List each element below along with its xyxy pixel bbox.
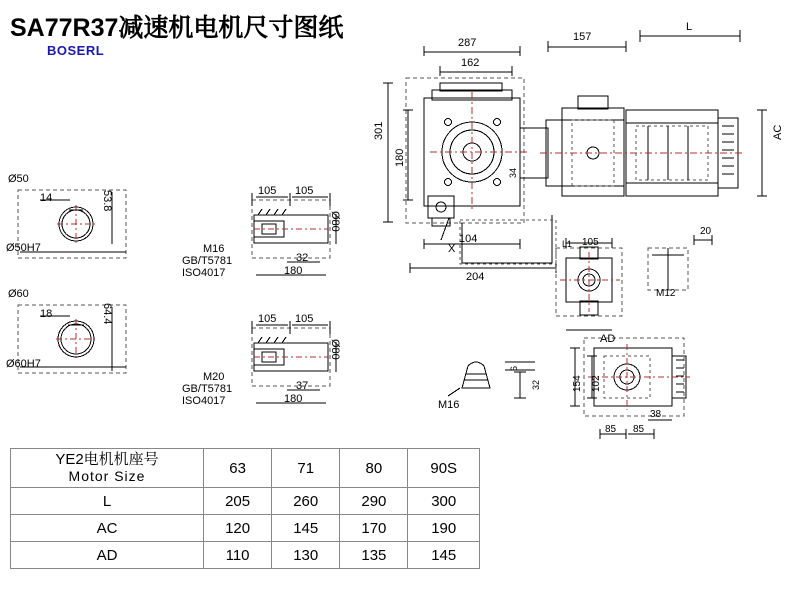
label-flange-top-len: 180 <box>284 265 303 277</box>
label-flange-top-dia: Ø80 <box>329 211 341 232</box>
table-cell-AC-3: 190 <box>408 515 480 542</box>
table-header-size-3: 90S <box>408 449 480 488</box>
label-dim-AC: AC <box>772 124 784 140</box>
table-header-label-cn: YE2电机机座号 <box>55 451 159 468</box>
label-flange-top-bolt: M16 <box>203 243 225 255</box>
motor-size-table <box>10 448 480 569</box>
label-base-f2: 85 <box>633 424 645 435</box>
label-dim-157: 157 <box>573 31 592 43</box>
table-cell-L-1: 260 <box>272 488 340 515</box>
label-shaft-bottom-height: 64.4 <box>101 303 113 325</box>
table-header-row <box>11 449 480 488</box>
label-base-w3: 38 <box>650 409 662 420</box>
label-base-w2: 102 <box>591 375 602 392</box>
label-flange-bottom-sub: 37 <box>296 380 309 392</box>
label-dim-104: 104 <box>459 233 478 245</box>
table-cell-AD-1: 130 <box>272 542 340 569</box>
label-shaft-top-height: 53.8 <box>101 190 113 212</box>
label-dim-180: 180 <box>394 148 406 167</box>
table-header-label-en: Motor Size <box>68 468 146 484</box>
table-header-label <box>11 449 204 488</box>
label-dim-162: 162 <box>461 57 480 69</box>
table-cell-L-2: 290 <box>340 488 408 515</box>
label-base-f1: 85 <box>605 424 617 435</box>
table-header-size-1: 71 <box>272 449 340 488</box>
label-side-top-dim: 20 <box>700 226 712 237</box>
label-flange-top-std1: GB/T5781 <box>182 255 233 267</box>
label-dim-X: X <box>448 243 456 255</box>
label-dim-34: 34 <box>508 167 518 178</box>
label-flange-bottom-bolt: M20 <box>203 371 225 383</box>
table-row-label-L: L <box>11 488 204 515</box>
label-flange-bottom-std1: GB/T5781 <box>182 383 233 395</box>
table-cell-AC-2: 170 <box>340 515 408 542</box>
label-flange-bottom-len: 180 <box>284 393 303 405</box>
table-cell-L-0: 205 <box>204 488 272 515</box>
label-flange-top-d2: 105 <box>295 185 314 197</box>
page-title: SA77R37减速机电机尺寸图纸 <box>10 14 344 42</box>
label-dim-287: 287 <box>458 37 477 49</box>
table-cell-AC-0: 120 <box>204 515 272 542</box>
label-shaft-top-dia-h7: Ø50H7 <box>6 242 41 254</box>
table-row <box>11 542 480 569</box>
table-row-label-AC: AC <box>11 515 204 542</box>
label-flange-top-sub: 32 <box>296 252 309 264</box>
table-cell-AD-2: 135 <box>340 542 408 569</box>
label-flange-bottom-dia: Ø80 <box>329 339 341 360</box>
label-flange-bottom-d2: 105 <box>295 313 314 325</box>
label-dim-301: 301 <box>373 121 385 140</box>
label-shaft-bottom-dia-h7: Ø60H7 <box>6 358 41 370</box>
label-key-bolt: M16 <box>438 399 460 411</box>
table-row <box>11 515 480 542</box>
table-header-size-2: 80 <box>340 449 408 488</box>
label-shaft-bottom-key: 18 <box>40 308 53 320</box>
table-cell-AD-3: 145 <box>408 542 480 569</box>
label-dim-L: L <box>686 21 693 33</box>
label-key-w: 6 <box>509 365 519 371</box>
label-side-bolt: M12 <box>656 288 676 299</box>
table-row <box>11 488 480 515</box>
label-flange-top-d1: 105 <box>258 185 277 197</box>
label-shaft-top-key: 14 <box>40 192 53 204</box>
label-side-ad: AD <box>600 333 616 345</box>
table-cell-AC-1: 145 <box>272 515 340 542</box>
label-side-l1: L1 <box>562 239 573 249</box>
label-dim-204: 204 <box>466 271 485 283</box>
label-side-d: 105 <box>582 237 599 248</box>
table-cell-AD-0: 110 <box>204 542 272 569</box>
table-row-label-AD: AD <box>11 542 204 569</box>
label-shaft-top-dia: Ø50 <box>8 173 29 185</box>
table-header-size-0: 63 <box>204 449 272 488</box>
label-key-h: 32 <box>531 379 541 390</box>
table-cell-L-3: 300 <box>408 488 480 515</box>
label-shaft-bottom-dia: Ø60 <box>8 288 29 300</box>
label-flange-bottom-std2: ISO4017 <box>182 395 226 407</box>
brand-logo: BOSERL <box>47 43 105 58</box>
label-flange-bottom-d1: 105 <box>258 313 277 325</box>
label-flange-top-std2: ISO4017 <box>182 267 226 279</box>
label-base-w1: 154 <box>572 375 583 392</box>
